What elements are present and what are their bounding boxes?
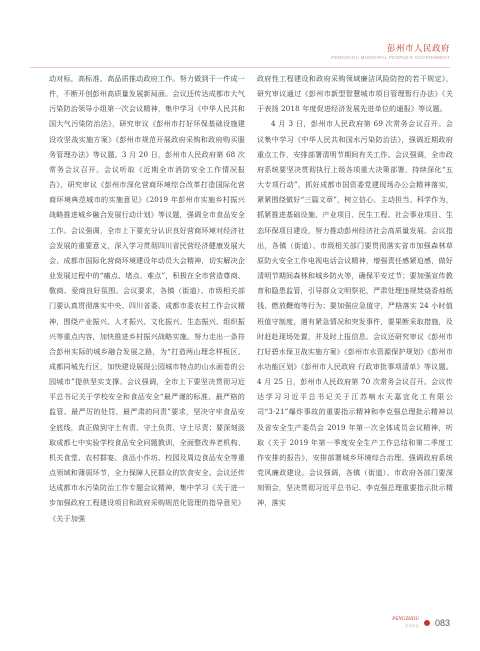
page-footer [392, 617, 450, 629]
government-name: 彭州市人民政府 [386, 44, 450, 54]
government-name-english: PENGZHOU MUNICIPAL PEOPLE'S GOVERNMENT [331, 55, 450, 60]
magazine-subname: 彭州年鉴 [404, 624, 419, 628]
right-column [257, 71, 453, 511]
magazine-mark [392, 617, 419, 629]
body-paragraph: 政府性工程建设和政府采购领域廉洁风险防控的若干规定》，研究审议通过《彭州市新型智慧城市项目管理暂行办法》《关于表扬 2018 年度促进经济发展先进单位的通报》等议题。 [257, 74, 453, 114]
magazine-name: PENGZHOU [392, 617, 419, 622]
page-number: 083 [434, 618, 450, 628]
left-column [49, 71, 245, 526]
header-divider [30, 67, 450, 68]
body-paragraph: 4 月 3 日，彭州市人民政府第 69 次常务会议召开。会议集中学习《中华人民共和国水污染防治法》，强调近期政府重点工作，安排部署清明节期间有关工作。会议强调，全市政府系统要坚决贯彻执行上级各项重大决策部署，持续深化“五大专项行动”，抓好成都市国资委党建现场办公会精神落实，紧紧围绕做好“三篇文章”，树立信心、主动担当、科学作为，抓紧推进基础设施、产业项目、民生工程、社会事业项目、生态环保项目建设，努力推动彭州经济社会高质量发展。会议指出，各镇（街道）、市级相关部门要贯彻落实省市加强森林草原防火安全工作电视电话会议精神，增强责任感紧迫感，做好清明节期间森林和城乡防火等，确保平安过节；要加强宣传教育和隐患监管，引导群众文明祭祀，严肃处理违规焚烧香烛纸钱、燃放鞭炮等行为；要加强应急值守，严格落实 24 小时值班值守制度，遇有紧急情况和突发事件，要果断采取措施，及时赶赴现场处置，并及时上报信息。会议还研究审议《彭州市打好碧水保卫战实施方案》《彭州市水资源保护规划》《彭州市水功能区划》《彭州市人民政府 行政审批事项清单》等议题。4 月 25 日，彭州市人民政府第 70 次常务会议召开。会议传达学习习近平总书记关于江苏响水天嘉宜化工有限公司“3·21”爆炸事故的重要指示精神和李克强总理批示精神以及省安全生产委员会 2019 年第一次全体成员会议精神，听取《关于 2019 年第一季度安全生产工作总结和第二季度工作安排的报告》，安排部署城乡环境综合治理、强调政府系统党风廉政建设。会议强调，各镇（街道）、市政府各部门要深刻领会，坚决贯彻习近平总书记、李克强总理重要指示批示精神，落实 [257, 119, 453, 508]
page-dot-icon [424, 620, 430, 626]
body-paragraph: 动对标，高标准、高品质推动政府工作。努力做到干一件成一件，不断开创彭州高质量发展新局面。会议还传达成都市大气污染防治领导小组第一次会议精神，集中学习《中华人民共和国大气污染防治法》，研究审议《彭州市打好环保基础设施建设攻坚战实施方案》《彭州市规范开展政府采购和政府购买服务管理办法》等议题。3 月 20 日，彭州市人民政府第 68 次常务会议召开。会议听取《近期全市消防安全工作情况报告》，研究审议《彭州市深化营商环境综合改革打造国际化营商环境典范城市的实施意见》《2019 年彭州市实施乡村振兴战略推进城乡融合发展行动计划》等议题，强调全市食品安全工作。会议强调，全市上下要充分认识良好营商环境对经济社会发展的重要意义，深入学习贯彻四川省民营经济健康发展大会、成都市国际化营商环境建设年动员大会精神，切实解决企业发展过程中的“痛点、堵点、难点”，积极在全市营造尊商、敬商、爱商良好氛围。会议要求，各镇（街道）、市级相关部门要认真贯彻落实中央、四川省委、成都市委农村工作会议精神，围绕产业振兴、人才振兴、文化振兴、生态振兴、组织振兴等重点内容，加快推进乡村振兴战略实施。努力走出一条符合彭州实际的城乡融合发展之路，为“打造两山理念样板区、成都同城先行区，加快建设展现公园城市特点的山水画卷的公园城市”提供坚实支撑。会议强调，全市上下要坚决贯彻习近平总书记关于学校安全和食品安全“最严谨的标准、最严格的监管、最严厉的处罚、最严肃的问责”要求，坚决守牢食品安全底线，真正做到守土有责、守土负责、守土尽责；要深刻汲取成都七中实验学校食品安全问题教训，全面整改养老机构、机关食堂、农村群宴、食品小作坊、校园及周边食品安全等重点领域和薄弱环节，全力保障人民群众的饮食安全。会议还传达成都市水污染防治工作专题会议精神，集中学习《关于进一步加强政府工程建设项目和政府采购规范化管理的指导意见》《关于加强 [49, 74, 245, 523]
page-header [331, 42, 450, 60]
